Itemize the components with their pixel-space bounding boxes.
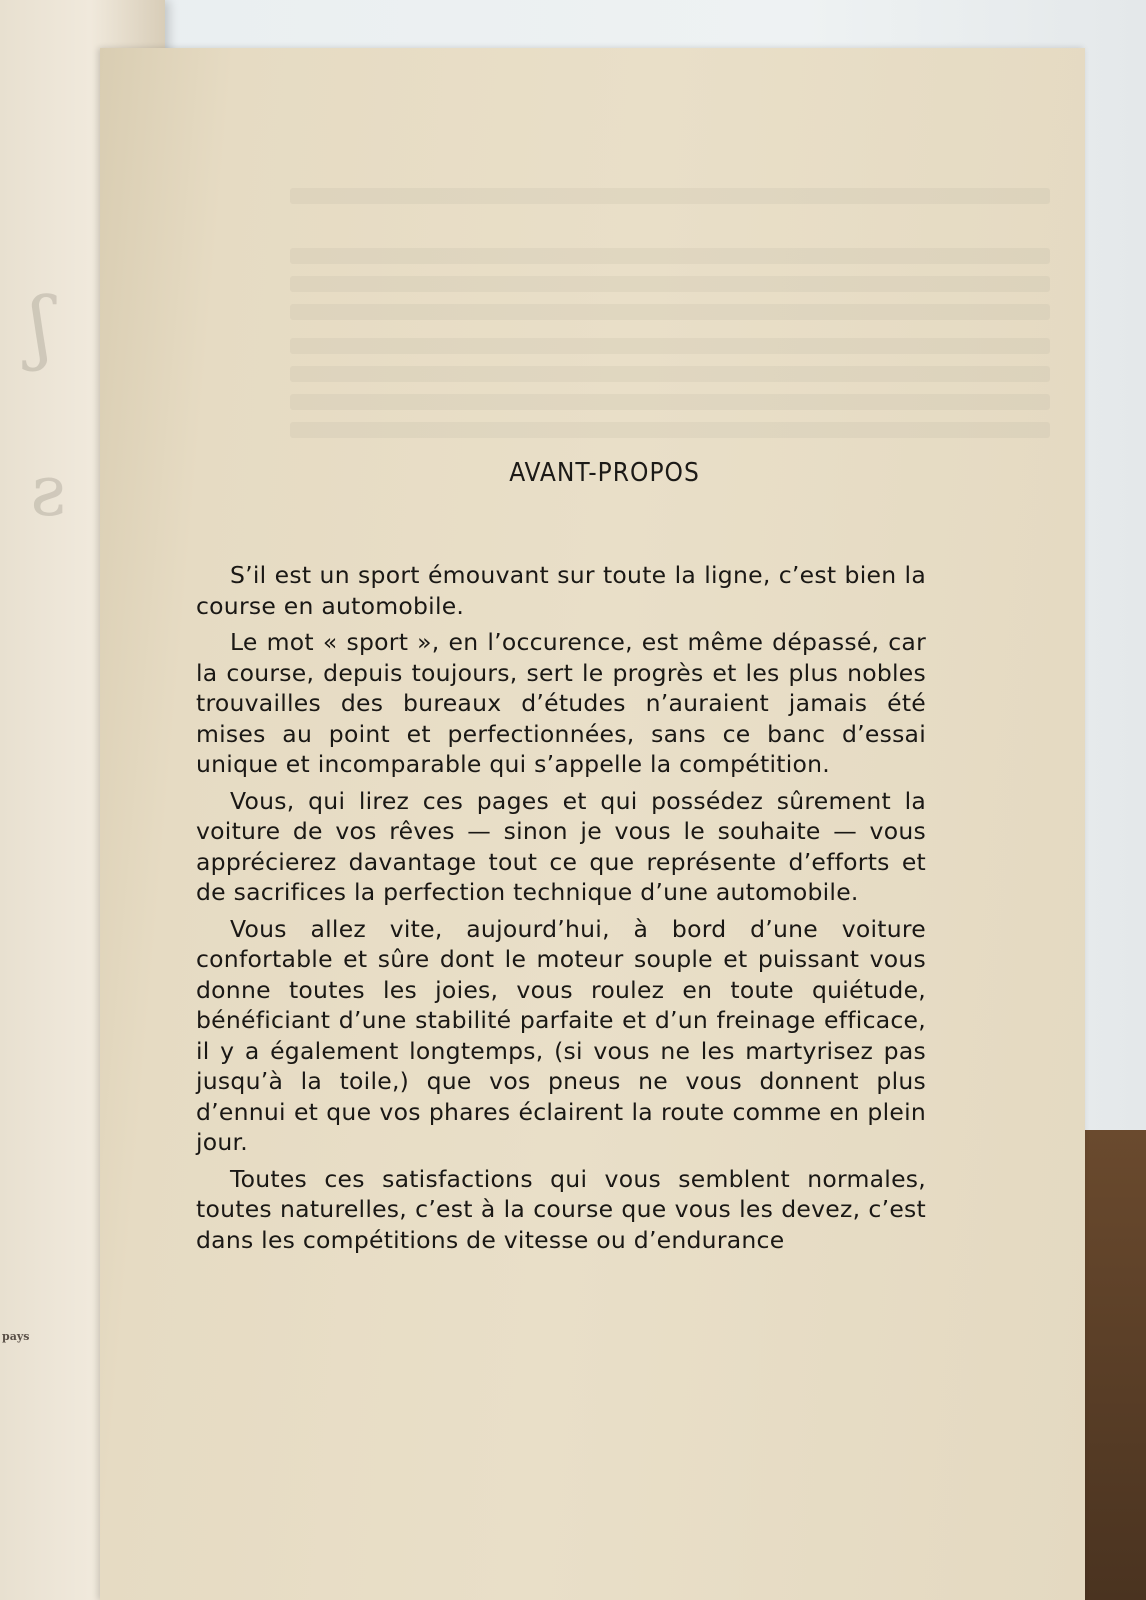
show-through-line: [290, 188, 1050, 204]
paragraph: S’il est un sport émouvant sur toute la ligne, c’est bien la course en automobile.: [196, 561, 926, 620]
page-title: AVANT-PROPOS: [509, 458, 700, 488]
show-through-line: [290, 248, 1050, 264]
show-through-line: [290, 366, 1050, 382]
show-through-line: [290, 338, 1050, 354]
show-through-line: [290, 304, 1050, 320]
show-through-line: [290, 394, 1050, 410]
paragraph: Le mot « sport », en l’occurence, est même dépassé, car la course, depuis toujours, sert le progrès et les plus nobles trouvailles des bureaux d’études n’auraient jamais été mises au point et perfectionnées, sans ce banc d’essai unique et incomparable qui s’appelle la compétition.: [196, 628, 926, 778]
show-through-line: [290, 422, 1050, 438]
show-through-glyph: ʃ: [30, 280, 52, 373]
show-through-line: [290, 276, 1050, 292]
facing-page-margin-word: pays: [2, 1330, 30, 1343]
book-page: [100, 48, 1085, 1600]
body-text: [196, 560, 926, 1261]
show-through-glyph: ƨ: [30, 450, 66, 532]
paragraph: Toutes ces satisfactions qui vous semblent normales, toutes naturelles, c’est à la course que vous les devez, c’est dans les compétitions de vitesse ou d’endurance: [196, 1164, 926, 1254]
paragraph: Vous allez vite, aujourd’hui, à bord d’une voiture confortable et sûre dont le moteur souple et puissant vous donne toutes les joies, vous roulez en toute quiétude, bénéficiant d’une stabilité parfaite et d’un freinage efficace, il y a également longtemps, (si vous ne les martyrisez pas jusqu’à la toile,) que vos pneus ne vous donnent plus d’ennui et que vos phares éclairent la route comme en plein jour.: [196, 914, 926, 1156]
paragraph: Vous, qui lirez ces pages et qui possédez sûrement la voiture de vos rêves — sinon je vous le souhaite — vous apprécierez davantage tout ce que représente d’efforts et de sacrifices la perfection technique d’une automobile.: [196, 786, 926, 906]
